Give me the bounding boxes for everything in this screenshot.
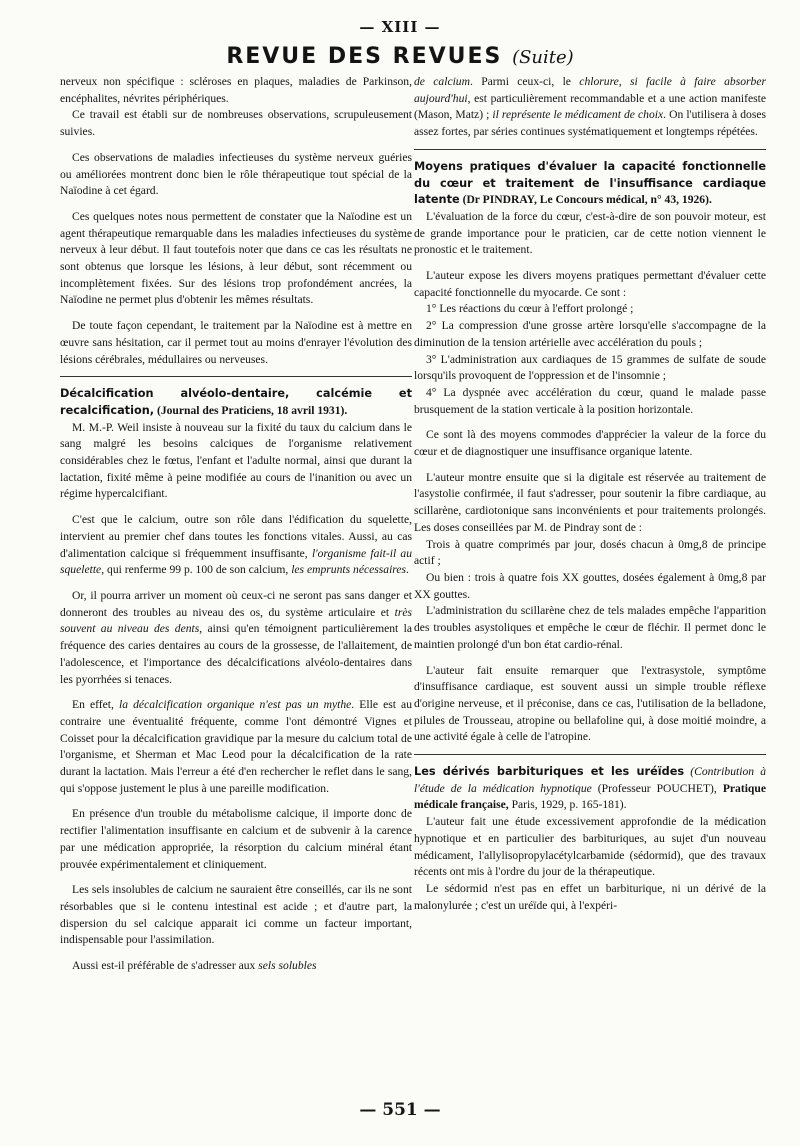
- paragraph: Les sels insolubles de calcium ne sauraient être conseillés, car ils ne sont résorbables que si le contenu intestinal est acide ; et d'autre part, la dispersion du sel calcique apparait ici comme un facteur important, indispensable pour l'assimilation.: [60, 883, 412, 947]
- article-journal: Pratique médicale française,: [414, 781, 766, 812]
- article-source: Paris, 1929, p. 165-181).: [511, 798, 627, 812]
- list-item: 2° La compression d'une grosse artère lorsqu'elle s'accompagne de la diminution de la tension artérielle avec accélération du pouls ;: [414, 319, 766, 349]
- article-heading: [414, 159, 766, 209]
- section-divider: [60, 376, 412, 377]
- paragraph: En effet, la décalcification organique n'est pas un mythe. Elle est au contraire une éventualité fréquente, comme l'ont démontré Vignes et Coisset pour la décalcification gravidique par la mesure du calcium total de l'organisme, et Sherman et Mac Leod pour la décalcification de la rate durant la lactation. Mais l'erreur a été d'en rechercher le reflet dans le sang, qui s'oppose justement le plus à une pareille modification.: [60, 698, 412, 795]
- paragraph: nerveux non spécifique : scléroses en plaques, maladies de Parkinson, encéphalites, névrites périphériques.: [60, 75, 412, 105]
- paragraph: Ou bien : trois à quatre fois XX gouttes, dosées également à 0mg,8 par XX gouttes.: [414, 570, 766, 601]
- paragraph: L'auteur expose les divers moyens pratiques permettant d'évaluer cette capacité fonctionnelle du myocarde. Ce sont :: [414, 269, 766, 299]
- article-title: Les dérivés barbituriques et les uréïdes: [414, 765, 685, 779]
- paragraph: Trois à quatre comprimés par jour, dosés chacun à 0mg,8 de principe actif ;: [414, 537, 766, 568]
- paragraph: C'est que le calcium, outre son rôle dans l'édification du squelette, intervient au premier chef dans toutes les fonctions vitales. Aussi, au cas d'alimentation calcique si fréquemment insuffisante, l'organisme fait-il au squelette, qui renferme 99 p. 100 de son calcium, les emprunts nécessaires.: [60, 513, 412, 577]
- paragraph: Ce travail est établi sur de nombreuses observations, scrupuleusement suivies.: [60, 108, 412, 139]
- paragraph: L'auteur fait ensuite remarquer que l'extrasystole, symptôme d'insuffisance cardiaque, est souvent aussi un simple trouble réflexe d'origine nerveuse, et il préconise, dans ce cas, l'utilisation de la belladone, pilules de Trousseau, atropine ou bellafoline qui, à dose moitié moindre, a une activité égale à celle de l'atropine.: [414, 663, 766, 744]
- section-divider: [414, 754, 766, 755]
- article-heading: [414, 764, 766, 814]
- paragraph: Le sédormid n'est pas en effet un barbiturique, ni un dérivé de la malonylurée ; c'est un uréïde qui, à l'expéri-: [414, 881, 766, 912]
- article-subtitle: (Contribution à l'étude de la médication hypnotique: [414, 765, 766, 795]
- paragraph: Ce sont là des moyens commodes d'apprécier la valeur de la force du cœur et de diagnostiquer une insuffisance organique latente.: [414, 428, 766, 459]
- article-title: Moyens pratiques d'évaluer la capacité fonctionnelle du cœur et traitement de l'insuffisance cardiaque latente: [414, 159, 766, 207]
- running-title: [0, 44, 800, 69]
- article-title: Décalcification alvéolo-dentaire, calcémie et recalcification,: [60, 387, 412, 417]
- article-author: (Professeur POUCHET),: [597, 781, 717, 795]
- page-number: — 551 —: [359, 1100, 441, 1120]
- list-item: 3° L'administration aux cardiaques de 15 grammes de sulfate de soude lorsqu'ils provoquent de l'oppression et de l'insomnie ;: [414, 352, 766, 383]
- paragraph: L'administration du scillarène chez de tels malades empêche l'apparition des troubles asystoliques et empêche le cœur de fléchir. Il permet donc le maintien prolongé d'un bon état cardio-rénal.: [414, 604, 766, 651]
- paragraph: De toute façon cependant, le traitement par la Naïodine est à mettre en œuvre sans hésitation, car il permet tout au moins d'enrayer l'évolution des lésions cérébrales, médullaires ou nerveuses.: [60, 319, 412, 366]
- article-source: (Dr PINDRAY, Le Concours médical, n° 43, 1926).: [462, 193, 712, 207]
- list-item: 4° La dyspnée avec accélération du cœur, quand le malade passe brusquement de la station verticale à la position horizontale.: [414, 385, 766, 416]
- paragraph: Ces quelques notes nous permettent de constater que la Naïodine est un agent thérapeutique remarquable dans les maladies infectieuses du système nerveux à leur début. Il faut toutefois noter que dans ce cas les résultats ne sont obtenus que lorsque les lésions, à leur début, sont récemment ou incomplètement fixées. Sur des lésions trop profondément ancrées, la Naïodine ne permet plus d'obtenir les mêmes résultats.: [60, 209, 412, 307]
- paragraph: M. M.-P. Weil insiste à nouveau sur la fixité du taux du calcium dans le sang malgré les besoins calciques de l'organisme relativement considérables chez le fœtus, l'enfant et l'adulte normal, ainsi que durant la lactation, fixité même à peine modifiée au cours de l'inanition ou avec un régime hypercalcifiant.: [60, 420, 412, 501]
- right-column: [414, 74, 766, 914]
- paragraph: de calcium. Parmi ceux-ci, le chlorure, si facile à faire absorber aujourd'hui, est particulièrement recommandable et a une action manifeste (Mason, Matz) ; il représente le médicament de choix. On l'utilisera à doses assez fortes, par séries continues systématiquement et longtemps répétées.: [414, 75, 767, 139]
- left-column: [60, 74, 412, 975]
- list-item: 1° Les réactions du cœur à l'effort prolongé ;: [426, 302, 634, 316]
- paragraph: L'auteur montre ensuite que si la digitale est réservée au traitement de l'asystolie confirmée, il faut s'adresser, pour soutenir la fibre cardiaque, au scillarène, cardiotonique sans inconvénients et pour traitements prolongés. Les doses conseillées par M. de Pindray sont de :: [414, 470, 766, 534]
- paragraph: L'évaluation de la force du cœur, c'est-à-dire de son pouvoir moteur, est de grande importance pour le praticien, car de cette notion viennent le pronostic et le traitement.: [414, 209, 766, 257]
- roman-page-number: — XIII —: [359, 18, 441, 36]
- running-title-suffix: (Suite): [512, 47, 574, 68]
- paragraph: Ces observations de maladies infectieuses du système nerveux guéries ou améliorées montrent donc bien le rôle thérapeutique tout spécial de la Naïodine à cet égard.: [60, 150, 412, 198]
- section-divider: [414, 149, 766, 150]
- article-heading: [60, 386, 412, 419]
- article-source: (Journal des Praticiens, 18 avril 1931).: [156, 403, 348, 417]
- paragraph: Aussi est-il préférable de s'adresser aux sels solubles: [72, 959, 317, 973]
- paragraph: Or, il pourra arriver un moment où ceux-ci ne seront pas sans danger et donneront des troubles au niveau des os, du système articulaire et très souvent au niveau des dents, ainsi qu'en témoignent particulièrement la fréquence des caries dentaires au cours de la grossesse, de l'allaitement, de l'adolescence, et l'importance des décalcifications alvéolo-dentaires dans les pyorrhées si tenaces.: [60, 588, 412, 686]
- paragraph: L'auteur fait une étude excessivement approfondie de la médication hypnotique et en particulier des barbituriques, au sujet d'un nouveau médicament, l'allylisopropylacétylcarbamide (sédormid), que des travaux récents ont mis à l'ordre du jour de la thérapeutique.: [414, 815, 766, 879]
- paragraph: En présence d'un trouble du métabolisme calcique, il importe donc de rectifier l'alimentation insuffisante en calcium et de subvenir à la carence par une médication appropriée, la résorption du calcium minéral étant prouvée expérimentalement et cliniquement.: [60, 807, 412, 871]
- running-title-main: REVUE DES REVUES: [226, 44, 503, 69]
